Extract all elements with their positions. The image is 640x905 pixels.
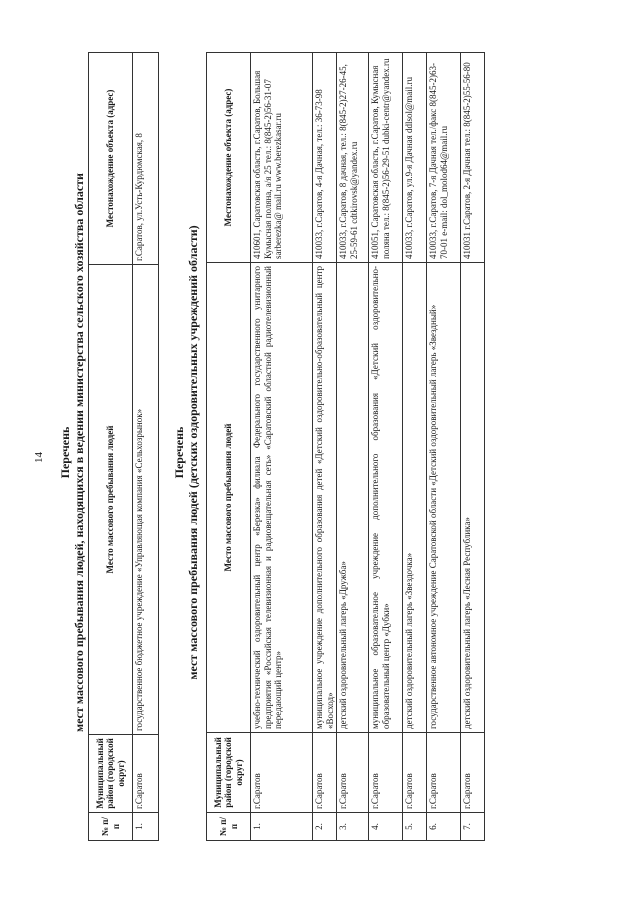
- cell-number: 6.: [427, 813, 461, 841]
- table-header-row: [89, 53, 133, 841]
- cell-address: 410033, г.Саратов, 7-я Дачная тел./факс 8(845-2)63-70-01 e-mail: dol_molod64@mail.ru: [427, 53, 461, 263]
- cell-district: г.Саратов: [337, 733, 369, 813]
- cell-number: 2.: [313, 813, 337, 841]
- cell-address: 410033, г.Саратов, ул.9-я Дачная ddlsol@mail.ru: [403, 53, 427, 263]
- cell-place: учебно-технический оздоровительный центр «Березка» филиала Федерального государственного унитарного предприятия «Российская телевизионная и радиовещательная сеть» «Саратовский областной радиотелевизионный передающий центр»: [251, 263, 313, 733]
- cell-district: г.Саратов: [251, 733, 313, 813]
- header-number: № п/п: [89, 813, 133, 841]
- table-row: [403, 53, 427, 841]
- cell-number: 7.: [461, 813, 485, 841]
- header-district: Муниципальный район (городской округ): [207, 733, 251, 813]
- cell-address: 410031 г.Саратов, 2-я Дачная тел.: 8(845-2)55-56-80: [461, 53, 485, 263]
- cell-number: 1.: [133, 813, 159, 841]
- section2-table: [206, 52, 485, 841]
- header-district: Муниципальный район (городской округ): [89, 735, 133, 813]
- page-number: 14: [33, 452, 45, 463]
- cell-district: г.Саратов: [403, 733, 427, 813]
- cell-place: детский оздоровительный лагерь «Дружба»: [337, 263, 369, 733]
- table-row: [337, 53, 369, 841]
- table-row: [461, 53, 485, 841]
- cell-number: 1.: [251, 813, 313, 841]
- cell-address: 410601, Саратовская область, г.Саратов, Большая Кумысная поляна, а/я 25 тел.: 8(845-2)56-31-07 sarberezka@ mail.ru www.berezkasar.ru: [251, 53, 313, 263]
- table-row: [369, 53, 403, 841]
- header-place: Место массового пребывания людей: [89, 265, 133, 735]
- cell-number: 5.: [403, 813, 427, 841]
- section2-subtitle: мест массового пребывания людей (детских оздоровительных учреждений области): [186, 225, 200, 680]
- cell-number: 4.: [369, 813, 403, 841]
- header-place: Место массового пребывания людей: [207, 263, 251, 733]
- cell-district: г.Саратов: [427, 733, 461, 813]
- header-address: Местонахождение объекта (адрес): [207, 53, 251, 263]
- cell-district: г.Саратов: [313, 733, 337, 813]
- cell-place: муниципальное образовательное учреждение дополнительного образования «Детский оздоровительно-образовательный центр «Дубки»: [369, 263, 403, 733]
- header-address: Местонахождение объекта (адрес): [89, 53, 133, 265]
- cell-number: 3.: [337, 813, 369, 841]
- cell-address: 410033, г.Саратов, 8 дачная, тел.: 8(845-2)27-26-45, 25-59-61 cdtkirovsk@yandex.ru: [337, 53, 369, 263]
- cell-place: муниципальное учреждение дополнительного образования детей «Детский оздоровительно-образовательный центр «Восход»: [313, 263, 337, 733]
- cell-address: 410033, г.Саратов, 4-я Дачная, тел.: 36-73-98: [313, 53, 337, 263]
- table-row: [427, 53, 461, 841]
- cell-place: государственное бюджетное учреждение «Управляющая компания «Сельхозрынок»: [133, 265, 159, 735]
- table-row: [313, 53, 337, 841]
- section1-subtitle: мест массового пребывания людей, находящихся в ведении министерства сельского хозяйства области: [72, 173, 86, 732]
- cell-place: детский оздоровительный лагерь «Лесная Республика»: [461, 263, 485, 733]
- table-row: [133, 53, 159, 841]
- section1-table: [88, 52, 159, 841]
- table-row: [251, 53, 313, 841]
- cell-district: г.Саратов: [133, 735, 159, 813]
- cell-place: государственное автономное учреждение Саратовской области «Детский оздоровительный лагерь «Звездный»: [427, 263, 461, 733]
- section1-title: Перечень: [58, 426, 72, 479]
- cell-place: детский оздоровительный лагерь «Звездочка»: [403, 263, 427, 733]
- header-number: № п/п: [207, 813, 251, 841]
- cell-address: 410051, Саратовская область, г.Саратов, Кумысная поляна тел.: 8(845-2)56-29-51 dubki-centr@yandex.ru: [369, 53, 403, 263]
- cell-district: г.Саратов: [369, 733, 403, 813]
- table-header-row: [207, 53, 251, 841]
- cell-address: г.Саратов, ул.Усть-Курдюмская, 8: [133, 53, 159, 265]
- cell-district: г.Саратов: [461, 733, 485, 813]
- section2-title: Перечень: [172, 426, 186, 479]
